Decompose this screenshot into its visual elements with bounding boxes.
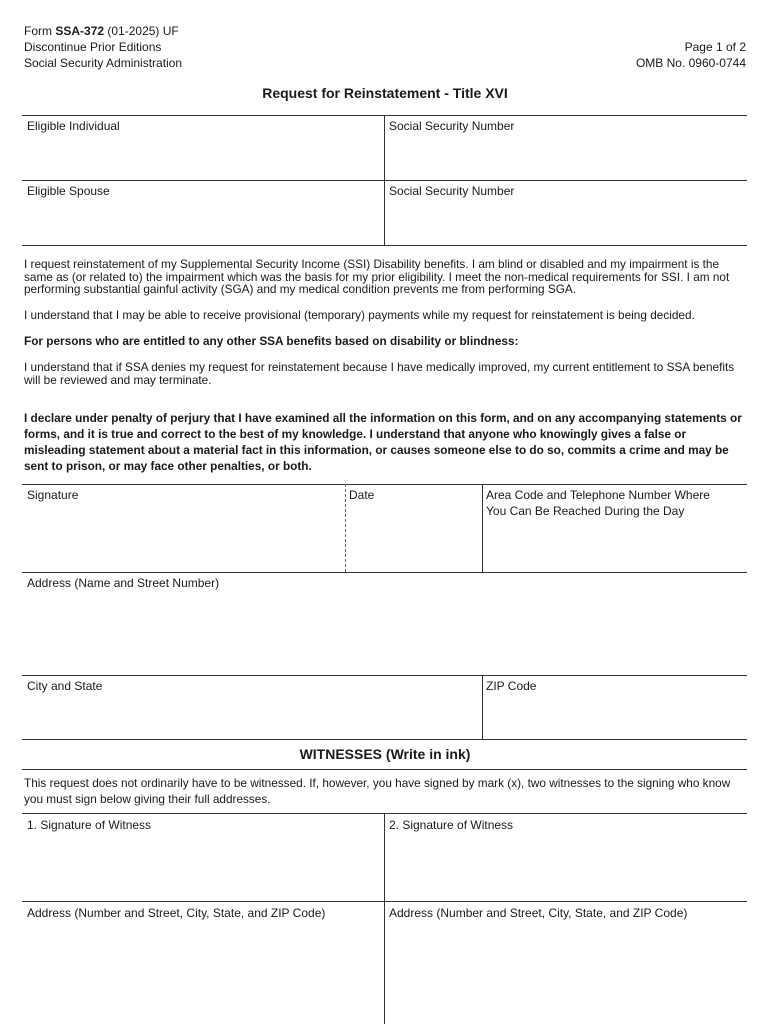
divider [22, 769, 747, 770]
eligible-spouse-label: Eligible Spouse [27, 184, 110, 198]
zip-code-field[interactable] [486, 696, 744, 736]
date-label: Date [349, 488, 375, 502]
divider [482, 484, 483, 572]
ssn-spouse-label: Social Security Number [389, 184, 515, 198]
divider [22, 484, 747, 485]
address-label: Address (Name and Street Number) [27, 576, 220, 590]
divider [22, 901, 747, 902]
witness-2-signature-label: 2. Signature of Witness [389, 818, 514, 832]
form-number: SSA-372 [55, 24, 105, 38]
medical-improvement-statement: I understand that if SSA denies my request for reinstatement because I have medically improved, my current entitlement to SSA benefits will be reviewed and may terminate. [24, 360, 735, 387]
witness-1-address-field[interactable] [24, 924, 380, 1020]
witness-1-signature-label: 1. Signature of Witness [27, 818, 152, 832]
eligible-individual-label: Eligible Individual [27, 119, 120, 133]
page-number: Page 1 of 2 [684, 40, 746, 54]
ssn-individual-label: Social Security Number [389, 119, 515, 133]
address-field[interactable] [24, 594, 744, 672]
divider [22, 675, 747, 676]
signature-field[interactable] [24, 505, 342, 569]
provisional-payments-statement: I understand that I may be able to receive provisional (temporary) payments while my request for reinstatement is being decided. [24, 308, 695, 322]
omb-number: OMB No. 0960-0744 [635, 56, 746, 70]
signature-label: Signature [27, 488, 79, 502]
other-benefits-heading: For persons who are entitled to any other SSA benefits based on disability or blindness: [24, 334, 519, 348]
date-field[interactable] [348, 505, 478, 569]
witness-2-address-field[interactable] [388, 924, 744, 1020]
city-state-field[interactable] [24, 696, 478, 736]
divider [22, 245, 747, 246]
city-state-label: City and State [27, 679, 103, 693]
divider [345, 484, 346, 572]
reinstatement-statement: I request reinstatement of my Supplemental Security Income (SSI) Disability benefits. I am blind or disabled and my impairment is the same as (or related to) the impairment which was the basis for my prior eligibility. I meet the non-medical requirements for SSI. I am not performing substantial gainful activity (SGA) and my medical condition prevents me from performing SGA. [24, 257, 730, 296]
eligible-individual-field[interactable] [24, 136, 380, 178]
divider [482, 675, 483, 739]
divider [384, 813, 385, 1024]
witness-2-signature-field[interactable] [388, 836, 744, 898]
agency-name: Social Security Administration [24, 56, 183, 70]
form-identifier: Form SSA-372 (01-2025) UF [24, 24, 179, 38]
divider [22, 572, 747, 573]
ssn-spouse-field[interactable] [388, 201, 744, 243]
phone-label-line1: Area Code and Telephone Number Where [486, 488, 710, 502]
zip-code-label: ZIP Code [486, 679, 537, 693]
ssn-individual-field[interactable] [388, 136, 744, 178]
perjury-declaration: I declare under penalty of perjury that I have examined all the information on this form, and on any accompanying statements or forms, and it is true and correct to the best of my knowledge. I understand that anyone who knowingly gives a false or misleading statement about a material fact in this information, or causes someone else to do so, commits a crime and may be sent to prison, or may face other penalties, or both. [24, 411, 742, 473]
phone-label-line2: You Can Be Reached During the Day [486, 504, 685, 518]
witnesses-note: This request does not ordinarily have to be witnessed. If, however, you have signed by mark (x), two witnesses to the signing who know you must sign below giving their full addresses. [24, 776, 731, 806]
eligible-spouse-field[interactable] [24, 201, 380, 243]
phone-field[interactable] [486, 522, 744, 569]
divider [22, 739, 747, 740]
witness-1-signature-field[interactable] [24, 836, 380, 898]
witnesses-heading: WITNESSES (Write in ink) [299, 746, 471, 762]
discontinue-note: Discontinue Prior Editions [24, 40, 162, 54]
witness-2-address-label: Address (Number and Street, City, State, and ZIP Code) [389, 906, 688, 920]
divider [22, 180, 747, 181]
witness-1-address-label: Address (Number and Street, City, State, and ZIP Code) [27, 906, 326, 920]
form-title: Request for Reinstatement - Title XVI [262, 85, 508, 101]
